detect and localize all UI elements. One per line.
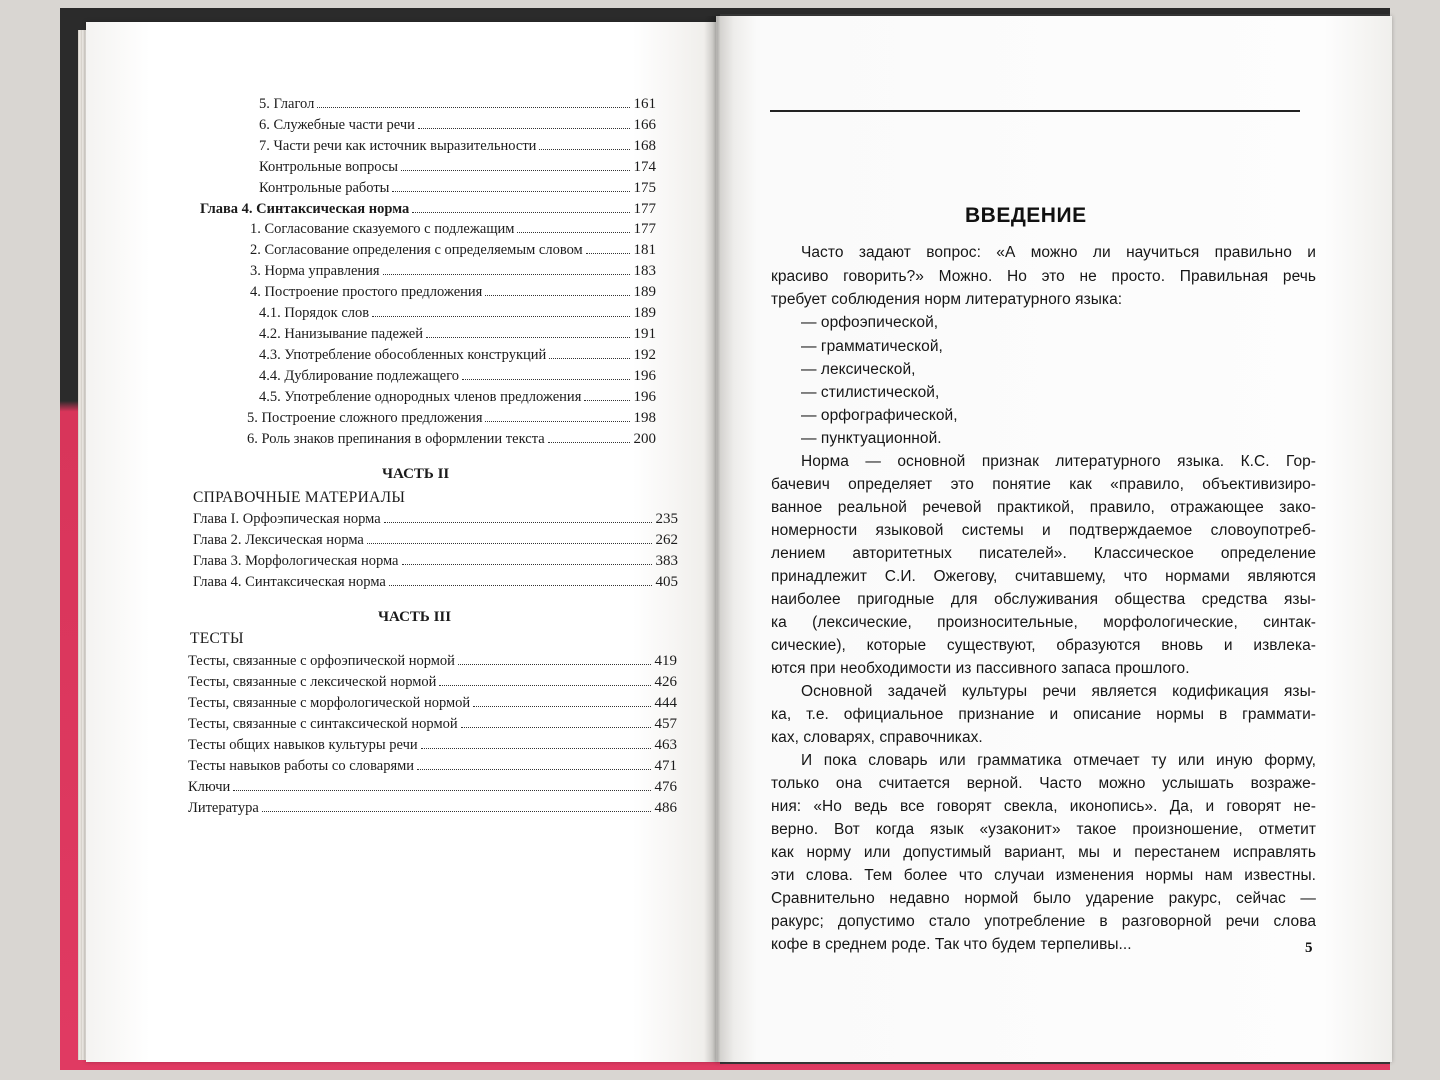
toc-page: 191 <box>633 326 656 342</box>
toc-label: Глава 4. Синтаксическая норма <box>200 201 410 217</box>
text-line: — орфографической, <box>801 407 958 424</box>
toc-row <box>250 284 656 301</box>
toc-page: 181 <box>633 242 656 258</box>
toc-label: 2. Согласование определения с определяемым словом <box>250 242 583 258</box>
toc-row <box>188 758 677 775</box>
toc-row <box>250 242 656 259</box>
text-line: Основной задачей культуры речи является кодификация язы- <box>801 683 1316 700</box>
text-line: — лексической, <box>801 361 916 378</box>
toc-row <box>193 574 678 591</box>
toc-label: 4.5. Употребление однородных членов предложения <box>259 389 582 405</box>
toc-page: 175 <box>633 180 656 196</box>
text-line: кофе в среднем роде. Так что будем терпеливы... <box>771 936 1132 953</box>
text-line: — орфоэпической, <box>801 314 939 331</box>
toc-row <box>259 389 656 406</box>
toc-page: 196 <box>633 389 656 405</box>
toc-label: Глава I. Орфоэпическая норма <box>193 511 381 527</box>
toc-row <box>259 159 656 176</box>
toc-page: 444 <box>654 695 677 711</box>
text-line: лением авторитетных писателей». Классическое определение <box>771 545 1316 562</box>
toc-row <box>188 779 677 796</box>
toc-page: 235 <box>655 511 678 527</box>
text-line: сические), которые существуют, образуются вновь и извлека- <box>771 637 1316 654</box>
toc-page: 198 <box>633 410 656 426</box>
text-line: ния: «Но ведь все говорят свекла, иконопись». Да, и говорят не- <box>771 798 1316 815</box>
toc-page: 196 <box>633 368 656 384</box>
toc-label: 1. Согласование сказуемого с подлежащим <box>250 221 515 237</box>
toc-label: Тесты, связанные с лексической нормой <box>188 674 437 690</box>
page-number: 5 <box>1305 940 1313 956</box>
toc-row <box>259 138 656 155</box>
toc-label: 6. Служебные части речи <box>259 117 415 133</box>
toc-page: 262 <box>655 532 678 548</box>
toc-label: Глава 2. Лексическая норма <box>193 532 364 548</box>
text-line: ванное реальной речевой практикой, правило, отражающее зако- <box>771 499 1316 516</box>
toc-row <box>259 347 656 364</box>
text-line: — грамматической, <box>801 338 943 355</box>
toc-label: 4.3. Употребление обособленных конструкций <box>259 347 547 363</box>
text-line: номерности языковой системы и подтверждаемое словоупотреб- <box>771 522 1316 539</box>
text-line: ются при необходимости из пассивного запаса прошлого. <box>771 660 1190 677</box>
toc-page: 486 <box>654 800 677 816</box>
toc-page: 177 <box>633 221 656 237</box>
toc-page: 189 <box>633 305 656 321</box>
toc-page: 168 <box>633 138 656 154</box>
toc-page: 166 <box>633 117 656 133</box>
text-line: верно. Вот когда язык «узаконит» такое произношение, отметит <box>771 821 1316 838</box>
toc-row <box>250 263 656 280</box>
toc-row <box>259 326 656 343</box>
toc-row <box>188 737 677 754</box>
toc-row <box>188 674 677 691</box>
text-line: бачевич определяет это понятие как «правило, объективизиро- <box>771 476 1316 493</box>
part-3-title: ЧАСТЬ III <box>378 609 452 625</box>
text-line: только она считается верной. Часто можно услышать возраже- <box>771 775 1316 792</box>
part-2-title: ЧАСТЬ II <box>382 466 450 482</box>
toc-row <box>188 800 677 817</box>
text-line: ках, словарях, справочниках. <box>771 729 983 746</box>
toc-page: 383 <box>655 553 678 569</box>
text-line: красиво говорить?» Можно. Но это не просто. Правильная речь <box>771 268 1316 285</box>
part-2-section: СПРАВОЧНЫЕ МАТЕРИАЛЫ <box>193 489 406 506</box>
text-line: наиболее пригодные для обслуживания общества средства язы- <box>771 591 1316 608</box>
toc-label: Тесты, связанные с морфологической нормой <box>188 695 471 711</box>
toc-row <box>188 653 677 670</box>
toc-page: 177 <box>633 201 656 217</box>
toc-row <box>247 410 656 427</box>
toc-label: 7. Части речи как источник выразительности <box>259 138 537 154</box>
toc-label: 5. Построение сложного предложения <box>247 410 483 426</box>
toc-label: Контрольные работы <box>259 180 390 196</box>
text-line: Часто задают вопрос: «А можно ли научиться правильно и <box>801 244 1316 261</box>
text-line: Норма — основной признак литературного языка. К.С. Гор- <box>801 453 1316 470</box>
toc-row <box>247 431 656 448</box>
toc-label: 3. Норма управления <box>250 263 380 279</box>
toc-page: 463 <box>654 737 677 753</box>
toc-row <box>259 368 656 385</box>
toc-label: 5. Глагол <box>259 96 315 112</box>
toc-page: 457 <box>654 716 677 732</box>
text-line: ка, т.е. официальное признание и описание нормы в граммати- <box>771 706 1316 723</box>
toc-page: 200 <box>633 431 656 447</box>
toc-label: 4.4. Дублирование подлежащего <box>259 368 460 384</box>
toc-page: 189 <box>633 284 656 300</box>
toc-page: 161 <box>633 96 656 112</box>
chapter-title: ВВЕДЕНИЕ <box>965 204 1087 227</box>
toc-page: 476 <box>654 779 677 795</box>
toc-label: 6. Роль знаков препинания в оформлении текста <box>247 431 545 447</box>
toc-page: 174 <box>633 159 656 175</box>
toc-label: Тесты, связанные с орфоэпической нормой <box>188 653 455 669</box>
toc-label: Тесты, связанные с синтаксической нормой <box>188 716 458 732</box>
text-line: требует соблюдения норм литературного языка: <box>771 291 1123 308</box>
toc-label: Тесты общих навыков культуры речи <box>188 737 418 753</box>
toc-label: 4.1. Порядок слов <box>259 305 370 321</box>
toc-page: 426 <box>654 674 677 690</box>
toc-row <box>200 201 656 218</box>
text-line: И пока словарь или грамматика отмечает ту или иную форму, <box>801 752 1316 769</box>
toc-row <box>259 96 656 113</box>
toc-row <box>259 305 656 322</box>
toc-row <box>193 511 678 528</box>
part-3-section: ТЕСТЫ <box>190 630 244 647</box>
toc-page: 419 <box>654 653 677 669</box>
header-rule <box>770 110 1300 112</box>
toc-label: 4. Построение простого предложения <box>250 284 483 300</box>
toc-label: Ключи <box>188 779 231 795</box>
text-line: Сравнительно недавно нормой было ударение ракурс, сейчас — <box>771 890 1316 907</box>
toc-row <box>193 553 678 570</box>
toc-label: Тесты навыков работы со словарями <box>188 758 415 774</box>
toc-row <box>250 221 656 238</box>
text-line: — стилистической, <box>801 384 940 401</box>
text-line: — пунктуационной. <box>801 430 942 447</box>
text-line: эти слова. Тем более что случаи изменения нормы нам известны. <box>771 867 1316 884</box>
toc-page: 183 <box>633 263 656 279</box>
toc-label: 4.2. Нанизывание падежей <box>259 326 423 342</box>
toc-row <box>188 716 677 733</box>
toc-row <box>188 695 677 712</box>
toc-label: Глава 4. Синтаксическая норма <box>193 574 386 590</box>
toc-label: Глава 3. Морфологическая норма <box>193 553 399 569</box>
toc-row <box>259 180 656 197</box>
toc-row <box>193 532 678 549</box>
toc-label: Контрольные вопросы <box>259 159 398 175</box>
toc-page: 405 <box>655 574 678 590</box>
text-line: как норму или допустимый вариант, мы и перестанем исправлять <box>771 844 1316 861</box>
text-line: ка (лексические, произносительные, морфологические, синтак- <box>771 614 1316 631</box>
toc-page: 471 <box>654 758 677 774</box>
toc-row <box>259 117 656 134</box>
text-line: принадлежит С.И. Ожегову, считавшему, что нормами являются <box>771 568 1316 585</box>
toc-label: Литература <box>188 800 259 816</box>
text-line: ракурс; допустимо стало употребление в разговорной речи слова <box>771 913 1316 930</box>
toc-page: 192 <box>633 347 656 363</box>
